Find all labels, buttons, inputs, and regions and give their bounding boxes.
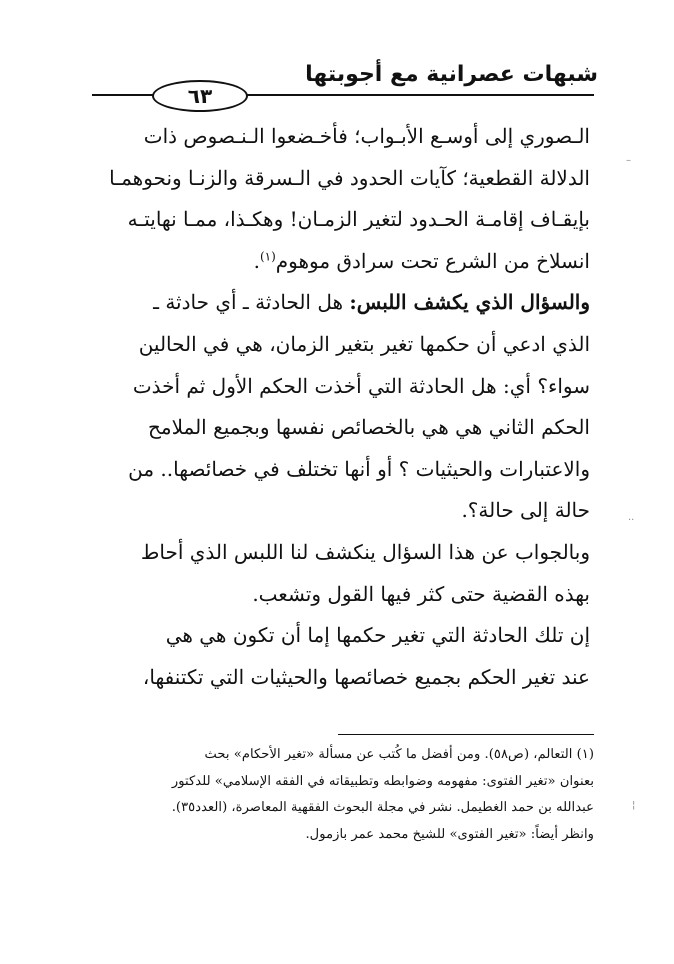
text-line: بهذه القضية حتى كثر فيها القول وتشعب. [252, 581, 590, 606]
text-line: سواء؟ أي: هل الحادثة التي أخذت الحكم الأول ثم أخذت [132, 373, 590, 398]
scan-margin-mark: ¦ [632, 800, 636, 811]
text-line: بإيقـاف إقامـة الحـدود لتغير الزمـان! وهكـذا، ممـا نهايتـه [127, 207, 590, 232]
footnotes [86, 742, 594, 848]
footnote-line: عبدالله بن حمد الغطيمل. نشر في مجلة البحوث الفقهية المعاصرة، (العدد٣٥). [171, 800, 594, 815]
footnote-reference: (١) [259, 249, 276, 264]
scan-margin-mark: ·· [628, 515, 635, 526]
text-line [86, 241, 590, 283]
scan-margin-mark: – [626, 155, 631, 166]
text-line: الذي ادعي أن حكمها تغير بتغير الزمان، هي في الحالين [138, 331, 590, 356]
sentence-end: . [253, 248, 260, 273]
footnote-line: وانظر أيضاً: «تغير الفتوى» للشيخ محمد عمر بازمول. [305, 826, 594, 842]
text-line: عند تغير الحكم بجميع خصائصها والحيثيات التي تكتنفها، [142, 664, 590, 689]
main-text [86, 116, 590, 698]
text-line: الحكم الثاني هي هي بالخصائص نفسها وبجميع الملامح [147, 415, 590, 440]
text-segment: هل الحادثة ـ أي حادثة ـ [153, 290, 350, 315]
text-line: حالة إلى حالة؟. [461, 498, 590, 523]
footnote-line: (١) التعالم، (ص٥٨). ومن أفضل ما كُتب عن مسألة «تغير الأحكام» بحث [204, 747, 594, 762]
paragraph-first-line: وبالجواب عن هذا السؤال ينكشف لنا اللبس الذي أحاط [140, 539, 590, 564]
page-number: ٦٣ [187, 84, 213, 108]
text-segment: انسلاخ من الشرع تحت سرادق موهوم [275, 248, 590, 273]
text-line: والاعتبارات والحيثيات ؟ أو أنها تختلف في خصائصها.. من [128, 456, 590, 481]
footnote-line: بعنوان «تغير الفتوى: مفهومه وضوابطه وتطبيقاته في الفقه الإسلامي» للدكتور [171, 773, 594, 789]
page-number-badge [152, 80, 248, 112]
paragraph-first-line: إن تلك الحادثة التي تغير حكمها إما أن تكون هي هي [165, 623, 590, 648]
text-line: الـصوري إلى أوسـع الأبـواب؛ فأخـضعوا الـنـصوص ذات [143, 124, 590, 148]
bold-lead-text: والسؤال الذي يكشف اللبس: [349, 290, 590, 315]
text-line: الدلالة القطعية؛ كآيات الحدود في الـسرقة والزنـا ونحوهمـا [109, 165, 590, 190]
paragraph-first-line [86, 282, 590, 324]
running-header-title: شبهات عصرانية مع أجوبتها [305, 62, 598, 87]
footnote-separator [338, 734, 594, 735]
